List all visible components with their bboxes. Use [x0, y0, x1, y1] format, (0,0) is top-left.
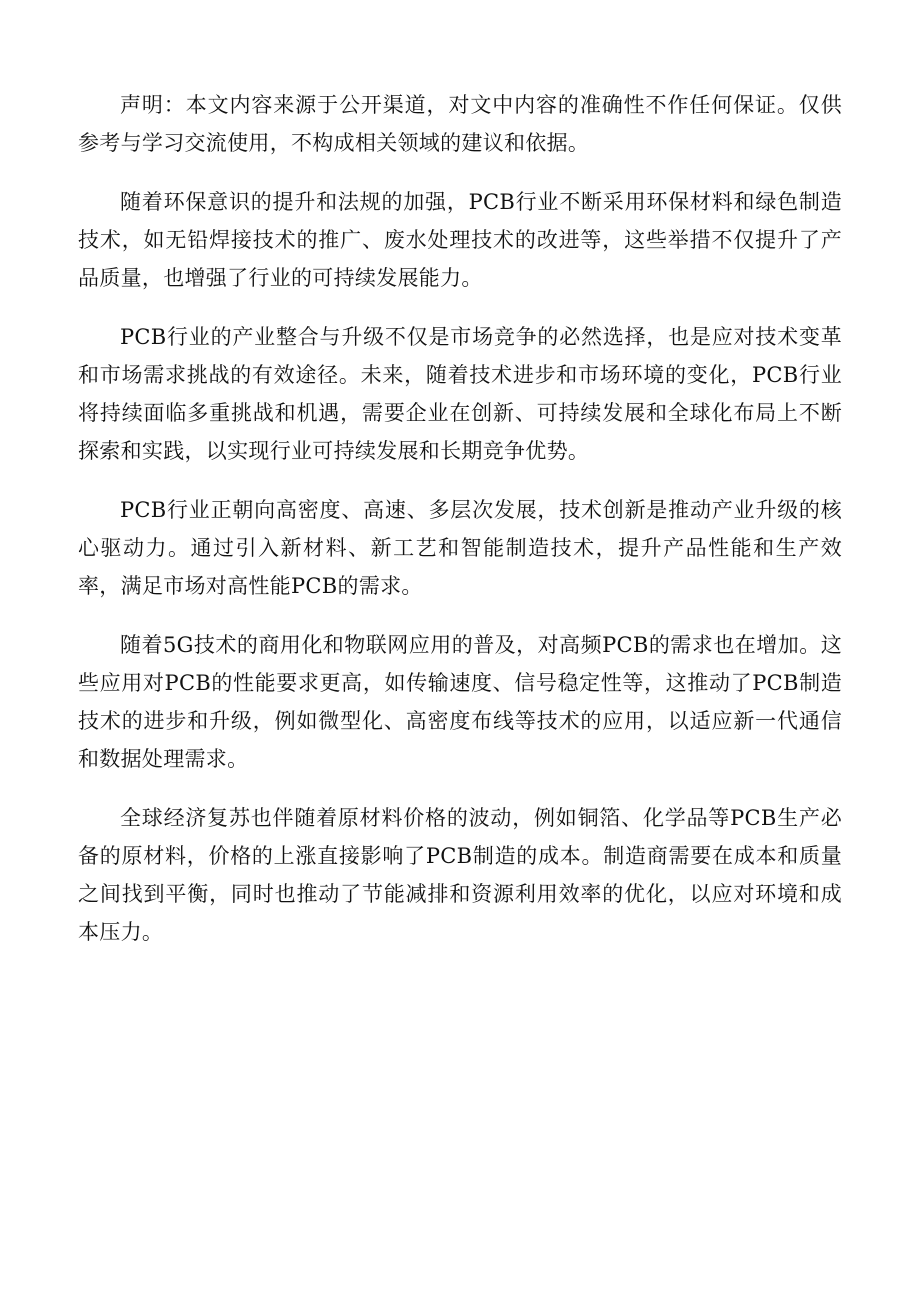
body-paragraph: 随着环保意识的提升和法规的加强，PCB行业不断采用环保材料和绿色制造技术，如无铅焊接技术的推广、废水处理技术的改进等，这些举措不仅提升了产品质量，也增强了行业的可持续发展能力。	[78, 190, 842, 290]
document-body	[78, 86, 842, 972]
body-paragraph: PCB行业的产业整合与升级不仅是市场竞争的必然选择，也是应对技术变革和市场需求挑战的有效途径。未来，随着技术进步和市场环境的变化，PCB行业将持续面临多重挑战和机遇，需要企业在创新、可持续发展和全球化布局上不断探索和实践，以实现行业可持续发展和长期竞争优势。	[78, 325, 842, 463]
body-paragraph: PCB行业正朝向高密度、高速、多层次发展，技术创新是推动产业升级的核心驱动力。通过引入新材料、新工艺和智能制造技术，提升产品性能和生产效率，满足市场对高性能PCB的需求。	[78, 498, 842, 598]
body-paragraph: 全球经济复苏也伴随着原材料价格的波动，例如铜箔、化学品等PCB生产必备的原材料，价格的上涨直接影响了PCB制造的成本。制造商需要在成本和质量之间找到平衡，同时也推动了节能减排和资源利用效率的优化，以应对环境和成本压力。	[78, 806, 842, 944]
body-paragraph: 随着5G技术的商用化和物联网应用的普及，对高频PCB的需求也在增加。这些应用对PCB的性能要求更高，如传输速度、信号稳定性等，这推动了PCB制造技术的进步和升级，例如微型化、高密度布线等技术的应用，以适应新一代通信和数据处理需求。	[78, 633, 842, 771]
disclaimer-paragraph: 声明：本文内容来源于公开渠道，对文中内容的准确性不作任何保证。仅供参考与学习交流使用，不构成相关领域的建议和依据。	[78, 93, 842, 155]
